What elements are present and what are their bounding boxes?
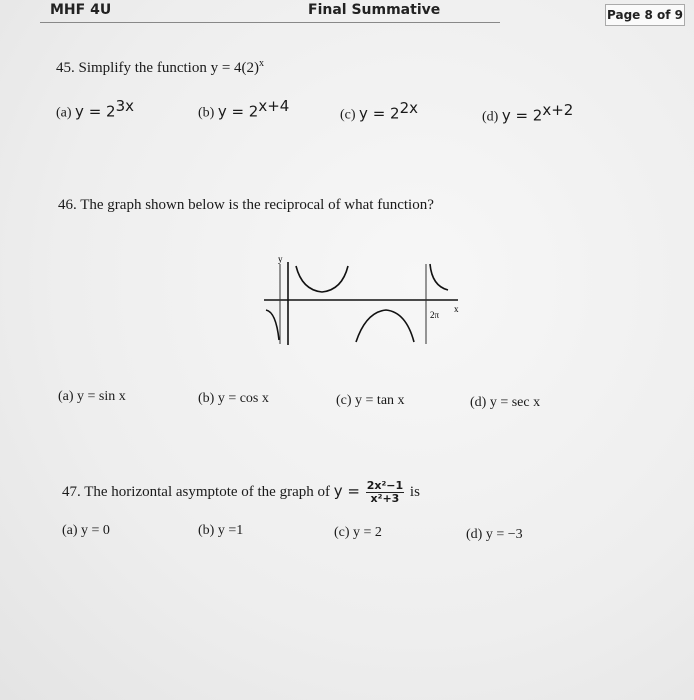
q47-option-b: (b) y =1 bbox=[198, 523, 244, 538]
q45-option-d: (d) $y = 2^{x+2}$ bbox=[482, 101, 574, 125]
curve-branch bbox=[296, 266, 348, 292]
header-rule bbox=[40, 22, 500, 23]
curve-branch bbox=[430, 264, 448, 290]
x-axis-label: x bbox=[454, 304, 459, 314]
question-47-prompt-end: is bbox=[409, 483, 420, 500]
tick-label-2pi: 2π bbox=[430, 310, 440, 320]
fraction-numerator: 2x²−1 bbox=[366, 479, 404, 492]
curve-branch bbox=[356, 310, 414, 342]
course-code: MHF 4U bbox=[50, 2, 112, 18]
question-47-prompt-start: 47. The horizontal asymptote of the graph of bbox=[62, 483, 330, 500]
q45-option-b: (b) $y = 2^{x+4}$ bbox=[198, 97, 290, 121]
question-45-prompt: 45. Simplify the function y = 4(2) bbox=[56, 60, 260, 76]
q47-option-a: (a) y = 0 bbox=[62, 523, 110, 538]
y-axis-label: y bbox=[278, 254, 283, 264]
q46-option-b: (b) y = cos x bbox=[198, 391, 269, 406]
question-45 bbox=[56, 58, 264, 77]
fraction-denominator: x²+3 bbox=[370, 492, 400, 505]
q47-option-c: (c) y = 2 bbox=[334, 525, 382, 540]
q45-option-a: (a) $y = 2^{3x}$ bbox=[56, 97, 134, 121]
rational-function-fraction bbox=[366, 480, 404, 505]
q46-option-d: (d) y = sec x bbox=[470, 395, 541, 410]
q46-option-c: (c) y = tan x bbox=[336, 393, 405, 408]
question-45-exponent: x bbox=[259, 58, 265, 69]
question-47-y-eq: y = bbox=[333, 481, 360, 500]
q47-option-d: (d) y = −3 bbox=[466, 527, 523, 542]
question-46-prompt: 46. The graph shown below is the reciprocal of what function? bbox=[58, 197, 434, 213]
curve-branch bbox=[266, 310, 279, 340]
reciprocal-graph bbox=[258, 250, 468, 350]
document-title: Final Summative bbox=[308, 2, 441, 18]
q46-option-a: (a) y = sin x bbox=[58, 389, 126, 404]
question-47 bbox=[62, 480, 420, 505]
q45-option-c: (c) $y = 2^{2x}$ bbox=[340, 99, 418, 123]
page-number: Page 8 of 9 bbox=[605, 4, 685, 26]
